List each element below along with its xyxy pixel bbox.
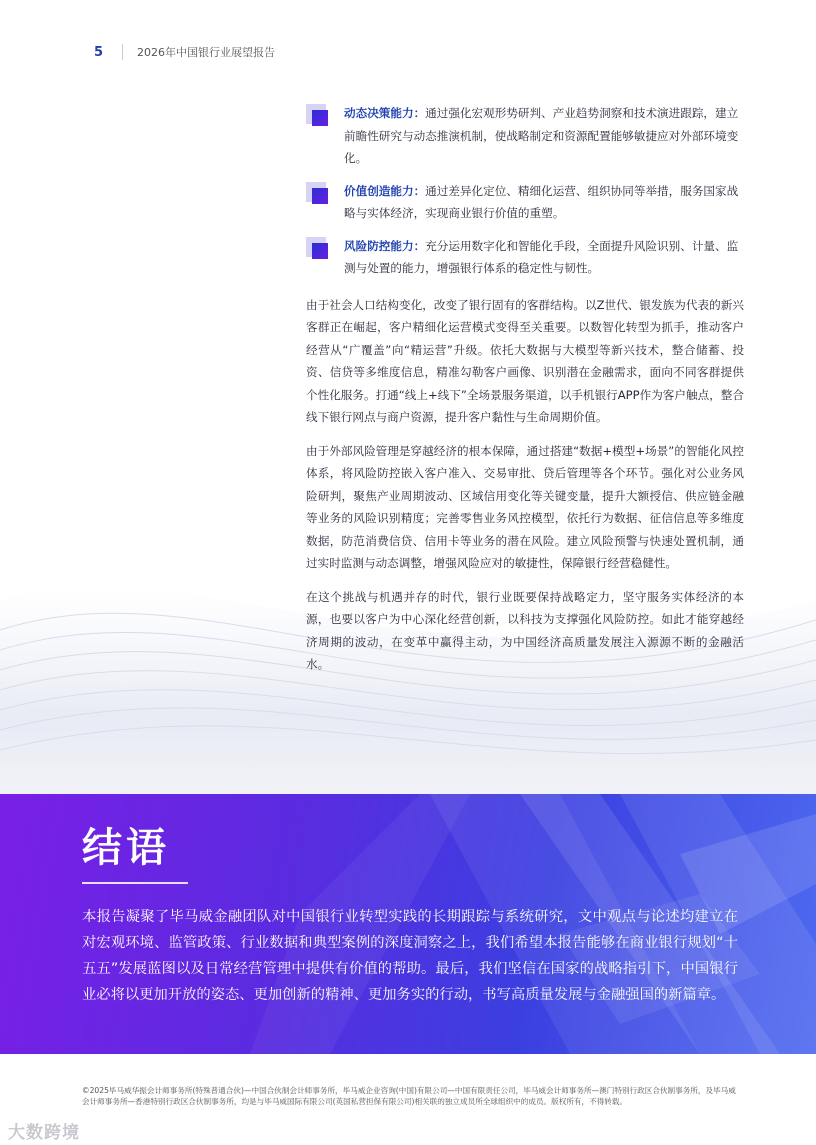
feature-name: 动态决策能力： (344, 106, 426, 120)
feature-name: 价值创造能力： (344, 183, 426, 198)
square-bullet-icon (306, 237, 328, 259)
feature-description: 通过强化宏观形势研判、产业趋势洞察和技术演进跟踪，建立前瞻性研究与动态推演机制，使战略制定和资源配置能够敏捷应对外部环境变化。 (344, 106, 739, 165)
conclusion-section (0, 794, 816, 1054)
feature-description: 通过差异化定位、精细化运营、组织协同等举措，服务国家战略与实体经济，实现商业银行价值的重塑。 (344, 183, 739, 220)
feature-dynamic-decision (306, 102, 744, 170)
feature-risk-control (306, 235, 744, 280)
page-number: 5 (94, 44, 104, 60)
square-bullet-icon (306, 182, 328, 204)
conclusion-divider (82, 882, 188, 884)
paragraph-summary: 在这个挑战与机遇并存的时代，银行业既要保持战略定力，坚守服务实体经济的本源，也要以客户为中心深化经营创新，以科技为支撑强化风险防控。如此才能穿越经济周期的波动，在变革中赢得主动，为中国经济高质量发展注入源源不断的金融活水。 (306, 589, 744, 671)
main-content (306, 102, 744, 687)
copyright-footer: ©2025毕马威华振会计师事务所(特殊普通合伙)—中国合伙制会计师事务所，毕马威企业咨询(中国)有限公司—中国有限责任公司，毕马威会计师事务所—澳门特别行政区合伙制事务所，及毕马威会计师事务所—香港特别行政区合伙制事务所，均是与毕马威国际有限公司(英国私营担保有限公司)相关联的独立成员所全球组织中的成员。版权所有，不得转载。 (82, 1086, 736, 1106)
conclusion-body: 本报告凝聚了毕马威金融团队对中国银行业转型实践的长期跟踪与系统研究，文中观点与论述均建立在对宏观环境、监管政策、行业数据和典型案例的深度洞察之上，我们希望本报告能够在商业银行规划“十五五”发展蓝图以及日常经营管理中提供有价值的帮助。最后，我们坚信在国家的战略指引下，中国银行业必将以更加开放的姿态、更加创新的精神、更加务实的行动，书写高质量发展与金融强国的新篇章。 (82, 909, 738, 1003)
square-bullet-icon (306, 104, 328, 126)
conclusion-title: 结语 (82, 825, 170, 871)
report-title: 2026年中国银行业展望报告 (137, 46, 275, 59)
header-divider (122, 44, 123, 60)
paragraph-risk: 由于外部风险管理是穿越经济的根本保障，通过搭建“数据+模型+场景”的智能化风控体系，将风险防控嵌入客户准入、交易审批、贷后管理等各个环节。强化对公业务风险研判，聚焦产业周期波动、区域信用变化等关键变量，提升大额授信、供应链金融等业务的风险识别精度；完善零售业务风控模型，依托行为数据、征信信息等多维度数据，防范消费信贷、信用卡等业务的潜在风险。建立风险预警与快速处置机制，通过实时监测与动态调整，增强风险应对的敏捷性，保障银行经营稳健性。 (306, 443, 744, 570)
paragraph-customer: 由于社会人口结构变化，改变了银行固有的客群结构。以Z世代、银发族为代表的新兴客群正在崛起，客户精细化运营模式变得至关重要。以数智化转型为抓手，推动客户经营从“广覆盖”向“精运营”升级。依托大数据与大模型等新兴技术，整合储蓄、投资、信贷等多维度信息，精准勾勒客户画像、识别潜在金融需求，面向不同客群提供个性化服务。打通“线上+线下”全场景服务渠道，以手机银行APP作为客户触点，整合线下银行网点与商户资源，提升客户黏性与生命周期价值。 (306, 297, 744, 424)
page-header (94, 42, 275, 62)
watermark: 大数跨境 (8, 1123, 80, 1143)
feature-description: 充分运用数字化和智能化手段，全面提升风险识别、计量、监测与处置的能力，增强银行体系的稳定性与韧性。 (344, 238, 739, 275)
feature-value-creation (306, 180, 744, 225)
feature-name: 风险防控能力： (344, 238, 426, 253)
